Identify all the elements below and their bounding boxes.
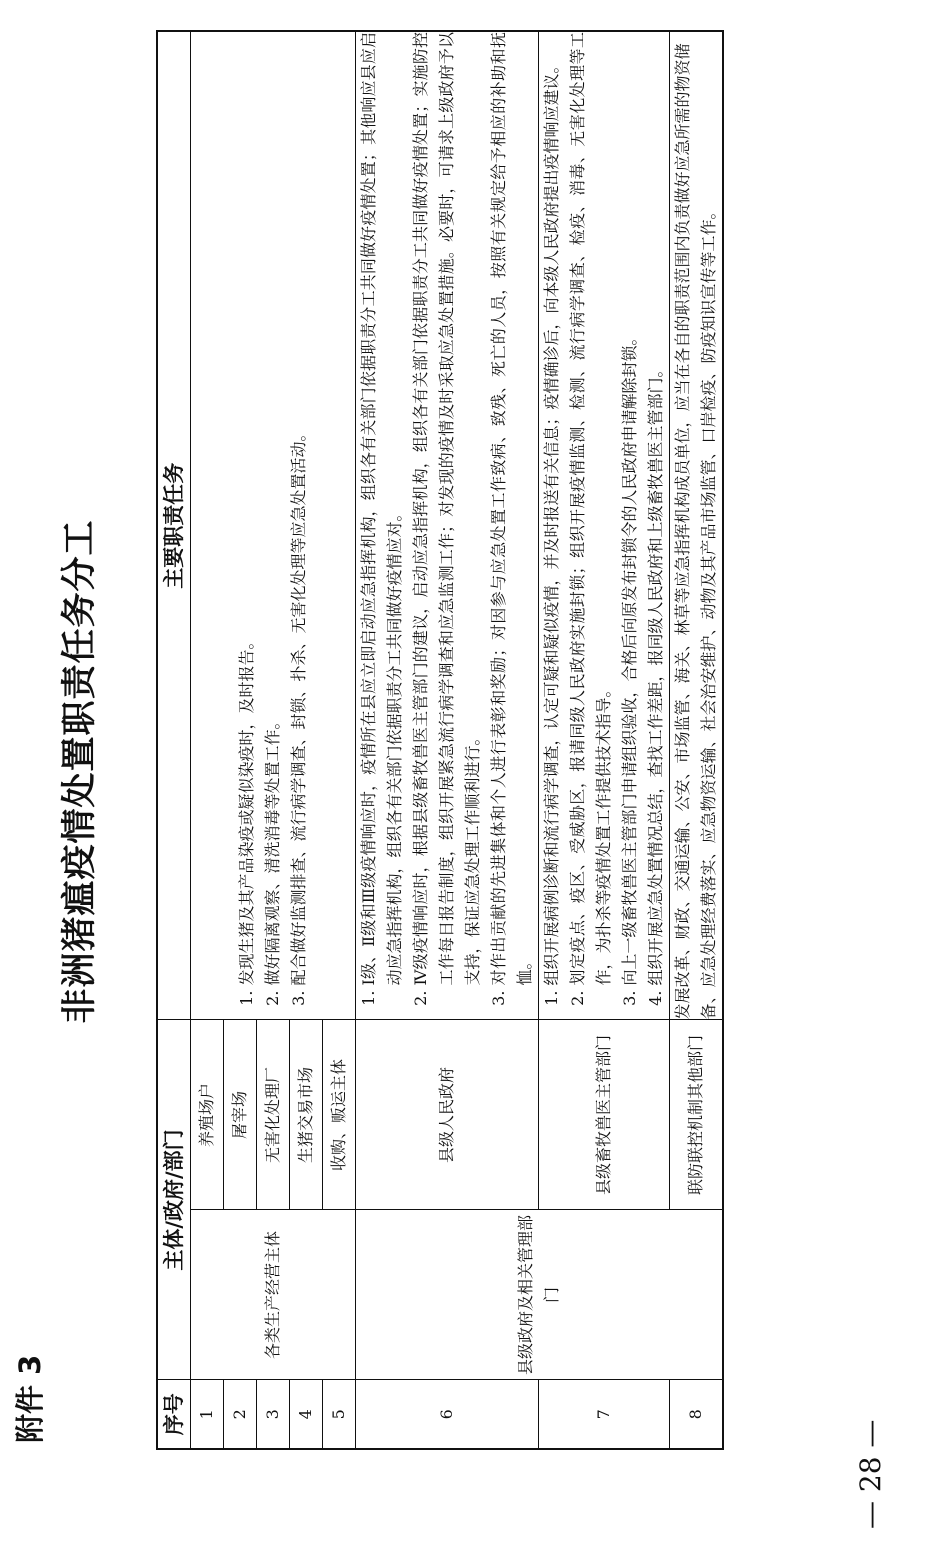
header-seq: 序号	[157, 1380, 191, 1449]
seq-cell: 8	[670, 1380, 724, 1449]
task-item: 2. 划定疫点、疫区、受威胁区，报请同级人民政府实施封锁；组织开展疫情监测、检测、流行病学调查、检疫、消毒、无害化处理等工作，为扑杀等疫情处置工作提供技术指导。	[565, 32, 617, 986]
task-item: 4. 组织开展应急处置情况总结，查找工作差距，报同级人民政府和上级畜牧兽医主管部门。	[643, 32, 669, 986]
seq-cell: 7	[539, 1380, 670, 1449]
group-label-county: 县级政府及相关管理部门	[356, 1210, 724, 1380]
task-item: 2. 做好隔离观察、清洗消毒等处置工作。	[260, 32, 286, 986]
entity-cell: 无害化处理厂	[257, 1020, 290, 1210]
entity-cell: 屠宰场	[224, 1020, 257, 1210]
seq-cell: 2	[224, 1380, 257, 1449]
seq-cell: 5	[323, 1380, 356, 1449]
page-title: 非洲猪瘟疫情处置职责任务分工	[60, 519, 100, 1024]
seq-cell: 3	[257, 1380, 290, 1449]
group-label-producers: 各类生产经营主体	[191, 1210, 356, 1380]
header-tasks: 主要职责任务	[157, 31, 191, 1020]
seq-cell: 1	[191, 1380, 224, 1449]
entity-cell: 联防联控机制其他部门	[670, 1020, 724, 1210]
task-item: 3. 对作出贡献的先进集体和个人进行表彰和奖励；对因参与应急处置工作致病、致残、死亡的人员，按照有关规定给予相应的补助和抚恤。	[486, 32, 538, 986]
entity-cell: 养殖场户	[191, 1020, 224, 1210]
table-row	[356, 31, 539, 1449]
header-entity: 主体/政府/部门	[157, 1020, 191, 1380]
entity-cell: 收购、贩运主体	[323, 1020, 356, 1210]
duty-table	[156, 30, 724, 1450]
tasks-cell	[539, 31, 670, 1020]
tasks-cell: 发展改革、财政、交通运输、公安、市场监管、海关、林草等应急指挥机构成员单位，应当在各自的职责范围内负责做好应急所需的物资储备、应急处理经费落实、应急物资运输、社会治安维护、动物及其产品市场监管、口岸检疫、防疫知识宣传等工作。	[670, 31, 724, 1020]
tasks-cell	[356, 31, 539, 1020]
task-item: 1. 发现生猪及其产品染疫或疑似染疫时，及时报告。	[234, 32, 260, 986]
seq-cell: 4	[290, 1380, 323, 1449]
page-number: — 28 —	[854, 1419, 887, 1529]
tasks-cell	[191, 31, 356, 1020]
task-item: 2. Ⅳ级疫情响应时，根据县级畜牧兽医主管部门的建议，启动应急指挥机构，组织各有关部门依据职责分工共同做好疫情处置；实施防控工作每日报告制度，组织开展紧急流行病学调查和应急监测工作；对发现的疫情及时采取应急处置措施。必要时，可请求上级政府予以支持，保证应急处理工作顺利进行。	[408, 32, 486, 986]
seq-cell: 6	[356, 1380, 539, 1449]
table-row	[191, 31, 224, 1449]
entity-cell: 县级畜牧兽医主管部门	[539, 1020, 670, 1210]
entity-cell: 生猪交易市场	[290, 1020, 323, 1210]
task-item: 3. 配合做好监测排查、流行病学调查、封锁、扑杀、无害化处理等应急处置活动。	[286, 32, 312, 986]
task-item: 1. 组织开展病例诊断和流行病学调查，认定可疑和疑似疫情，并及时报送有关信息；疫情确诊后，向本级人民政府提出疫情响应建议。	[539, 32, 565, 986]
entity-cell: 县级人民政府	[356, 1020, 539, 1210]
task-item: 3. 向上一级畜牧兽医主管部门申请组织验收，合格后向原发布封锁令的人民政府申请解除封锁。	[617, 32, 643, 986]
task-item: 1. Ⅰ级、Ⅱ级和Ⅲ级疫情响应时，疫情所在县应立即启动应急指挥机构，组织各有关部门依据职责分工共同做好疫情处置；其他响应县应启动应急指挥机构，组织各有关部门依据职责分工共同做好疫情应对。	[356, 32, 408, 986]
table-header-row	[157, 31, 191, 1449]
attachment-label: 附件 3	[13, 1354, 47, 1443]
